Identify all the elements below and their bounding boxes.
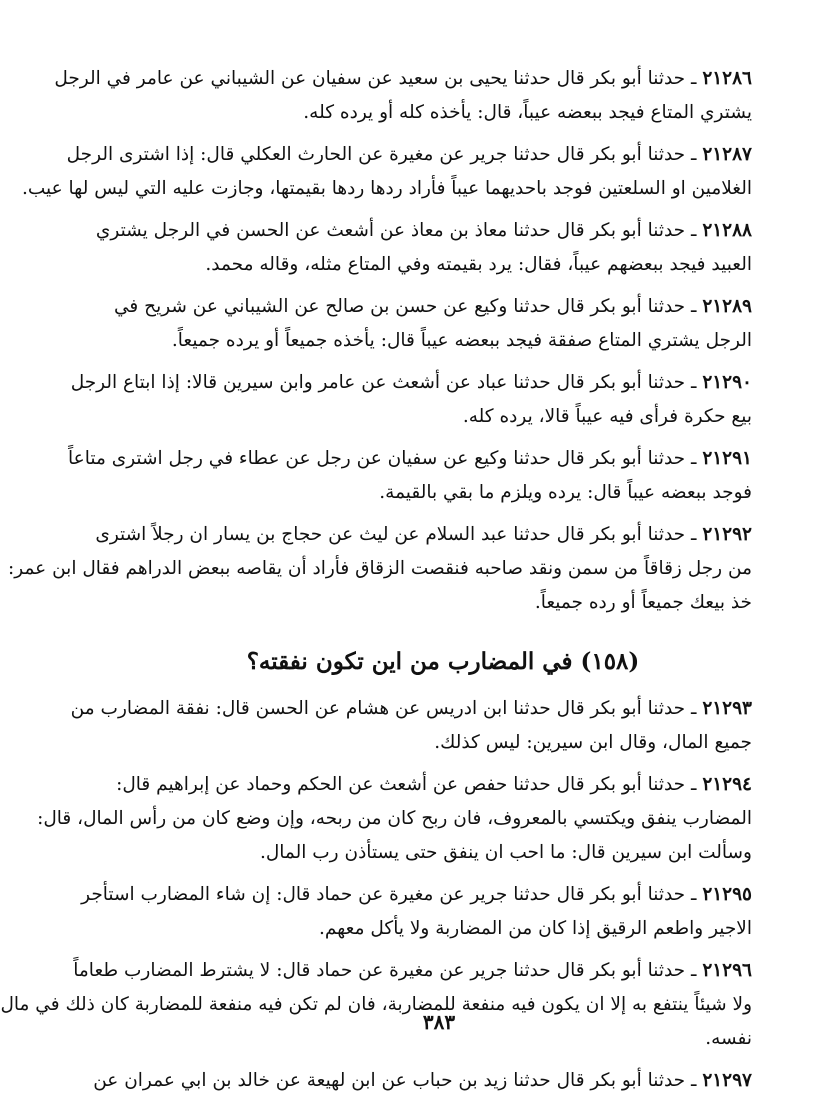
entry-line bbox=[93, 1064, 752, 1098]
hadith-entry bbox=[37, 766, 752, 876]
entry-text: ـ حدثنا أبو بكر قال حدثنا عبد السلام عن ليث عن حجاج بن يسار ان رجلاً اشترى bbox=[95, 524, 697, 545]
hadith-entry bbox=[70, 364, 752, 440]
hadith-entry bbox=[93, 1062, 752, 1104]
entry-number: ٢١٢٨٧ bbox=[702, 144, 752, 165]
entry-line bbox=[113, 290, 752, 324]
entry-number: ٢١٢٨٨ bbox=[702, 220, 752, 241]
entry-text: ـ حدثنا أبو بكر قال حدثنا وكيع عن سفيان عن رجل عن عطاء في رجل اشترى متاعاً bbox=[68, 448, 697, 469]
chapter-heading: (١٥٨) في المضارب من اين تكون نفقته؟ bbox=[246, 648, 640, 675]
entry-number: ٢١٢٩٤ bbox=[702, 774, 752, 795]
hadith-entry bbox=[0, 952, 752, 1062]
entry-line bbox=[116, 768, 752, 802]
entry-text: المضارب ينفق ويكتسي بالمعروف، فان ربح كان من ربحه، وإن وضع كان من رأس المال، قال: bbox=[37, 808, 752, 829]
entry-text: جميع المال، وقال ابن سيرين: ليس كذلك. bbox=[434, 732, 752, 753]
entry-text: ـ حدثنا أبو بكر قال حدثنا جرير عن مغيرة عن حماد قال: لا يشترط المضارب طعاماً bbox=[73, 960, 697, 981]
page-number: ٣٨٣ bbox=[422, 1010, 456, 1034]
entry-text: نفسه. bbox=[705, 1028, 752, 1049]
entry-line bbox=[21, 172, 752, 206]
hadith-entry bbox=[81, 876, 752, 952]
entry-text: ـ حدثنا أبو بكر قال حدثنا وكيع عن حسن بن صالح عن الشيباني عن شريح في bbox=[113, 296, 697, 317]
entry-number: ٢١٢٩١ bbox=[702, 448, 752, 469]
entry-line bbox=[66, 138, 752, 172]
hadith-entry bbox=[21, 136, 752, 212]
entry-text: الرجل يشتري المتاع صفقة فيجد ببعضه عيباً قال: يأخذه جميعاً أو يرده جميعاً. bbox=[171, 330, 752, 351]
entry-text: يشتري المتاع فيجد ببعضه عيباً، قال: يأخذه كله أو يرده كله. bbox=[303, 102, 752, 123]
entry-line bbox=[134, 248, 752, 282]
entry-line bbox=[134, 96, 752, 130]
entry-text: ولا شيئاً ينتفع به إلا ان يكون فيه منفعة للمضاربة، فان لم تكن فيه منفعة للمضاربة كان ذلك في مال bbox=[0, 994, 752, 1015]
entry-line bbox=[70, 366, 752, 400]
entry-text: الاجير واطعم الرقيق إذا كان من المضاربة ولا يأكل معهم. bbox=[318, 918, 752, 939]
entry-line bbox=[70, 692, 752, 726]
entry-text: الغلامين او السلعتين فوجد باحديهما عيباً فأراد ردها ردها بقيمتها، وجازت عليه التي ليس لها عيب. bbox=[21, 178, 752, 199]
entry-number: ٢١٢٩٥ bbox=[702, 884, 752, 905]
entry-text: ـ حدثنا أبو بكر قال حدثنا معاذ بن معاذ عن أشعث عن الحسن في الرجل يشتري bbox=[95, 220, 697, 241]
entry-text: ـ حدثنا أبو بكر قال حدثنا عباد عن أشعث عن عامر وابن سيرين قالا: إذا ابتاع الرجل bbox=[70, 372, 697, 393]
section-mudarib bbox=[0, 690, 752, 1104]
entry-text: ـ حدثنا أبو بكر قال حدثنا ابن ادريس عن هشام عن الحسن قال: نفقة المضارب من bbox=[70, 698, 697, 719]
entry-text: العبيد فيجد ببعضهم عيباً، فقال: يرد بقيمته وفي المتاع مثله، وقاله محمد. bbox=[205, 254, 752, 275]
entry-number: ٢١٢٩٣ bbox=[702, 698, 752, 719]
entry-number: ٢١٢٩٠ bbox=[702, 372, 752, 393]
entry-text: ـ حدثنا أبو بكر قال حدثنا يحيى بن سعيد عن سفيان عن الشيباني عن عامر في الرجل bbox=[54, 68, 697, 89]
entry-text: وسألت ابن سيرين قال: ما احب ان ينفق حتى يستأذن رب المال. bbox=[259, 842, 752, 863]
page-body bbox=[0, 60, 752, 1104]
entry-line bbox=[134, 400, 752, 434]
entry-number: ٢١٢٨٦ bbox=[702, 68, 752, 89]
entry-number: ٢١٢٩٧ bbox=[702, 1070, 752, 1091]
entry-number: ٢١٢٨٩ bbox=[702, 296, 752, 317]
hadith-entry bbox=[8, 516, 752, 626]
hadith-entry bbox=[70, 690, 752, 766]
entry-line bbox=[134, 586, 752, 620]
hadith-entry bbox=[95, 212, 752, 288]
entry-line bbox=[37, 802, 752, 836]
entry-line bbox=[134, 912, 752, 946]
entry-line bbox=[8, 552, 752, 586]
entry-line bbox=[81, 878, 752, 912]
entry-text: ـ حدثنا أبو بكر قال حدثنا زيد بن حباب عن ابن لهيعة عن خالد بن ابي عمران عن bbox=[93, 1070, 697, 1091]
entry-text: ـ حدثنا أبو بكر قال حدثنا جرير عن مغيرة عن الحارث العكلي قال: إذا اشترى الرجل bbox=[66, 144, 697, 165]
entry-line bbox=[134, 324, 752, 358]
entry-text: ـ حدثنا أبو بكر قال حدثنا حفص عن أشعث عن الحكم وحماد عن إبراهيم قال: bbox=[116, 774, 697, 795]
entry-text: بيع حكرة فرأى فيه عيباً قالا، يرده كله. bbox=[462, 406, 752, 427]
entry-line bbox=[134, 836, 752, 870]
entry-line bbox=[134, 476, 752, 510]
entry-text: فوجد ببعضه عيباً قال: يرده ويلزم ما بقي بالقيمة. bbox=[379, 482, 752, 503]
section-defects bbox=[8, 60, 752, 626]
entry-line bbox=[134, 726, 752, 760]
hadith-entry bbox=[68, 440, 752, 516]
entry-number: ٢١٢٩٢ bbox=[702, 524, 752, 545]
hadith-entry bbox=[54, 60, 752, 136]
entry-line bbox=[95, 518, 752, 552]
entry-line bbox=[68, 442, 752, 476]
entry-text: خذ بيعك جميعاً أو رده جميعاً. bbox=[534, 592, 752, 613]
entry-line bbox=[73, 954, 752, 988]
entry-number: ٢١٢٩٦ bbox=[702, 960, 752, 981]
entry-text: من رجل زقاقاً من سمن ونقد صاحبه فنقصت الزقاق فأراد أن يقاصه ببعض الدراهم فقال ابن عمر: bbox=[8, 558, 752, 579]
hadith-entry bbox=[113, 288, 752, 364]
entry-line bbox=[95, 214, 752, 248]
entry-text: ـ حدثنا أبو بكر قال حدثنا جرير عن مغيرة عن حماد قال: إن شاء المضارب استأجر bbox=[81, 884, 697, 905]
entry-line bbox=[54, 62, 752, 96]
